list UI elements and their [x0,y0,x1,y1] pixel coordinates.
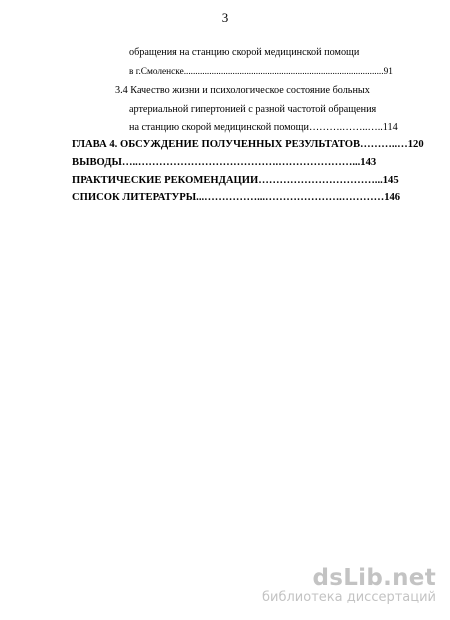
watermark-logo: dsLib.net [312,565,436,591]
toc-line-3-4-title-end: на станцию скорой медицинской помощи……….……..…..114 [129,122,398,133]
toc-line-3-4-title-middle: артериальной гипертонией с разной частотой обращения [129,104,377,115]
page-number: 3 [221,10,229,25]
toc-line-3-4-title-start: 3.4 Качество жизни и психологическое состояние больных [115,85,370,96]
site-watermark [262,566,436,606]
toc-line-references: СПИСОК ЛИТЕРАТУРЫ...……………...………………….…………146 [72,192,401,203]
watermark-subtitle: библиотека диссертаций [262,590,436,605]
toc-line-conclusions: ВЫВОДЫ…..………………………………….…………………...143 [72,157,377,168]
toc-line-3-3-title-city: в г.Смоленске......................................................................................91 [129,67,393,77]
toc-line-recommendations: ПРАКТИЧЕСКИЕ РЕКОМЕНДАЦИИ……………………………...145 [72,175,399,186]
toc-line-3-3-title-end: обращения на станцию скорой медицинской помощи [129,47,360,58]
toc-line-chapter-4: ГЛАВА 4. ОБСУЖДЕНИЕ ПОЛУЧЕННЫХ РЕЗУЛЬТАТОВ………..…120 [72,139,424,150]
